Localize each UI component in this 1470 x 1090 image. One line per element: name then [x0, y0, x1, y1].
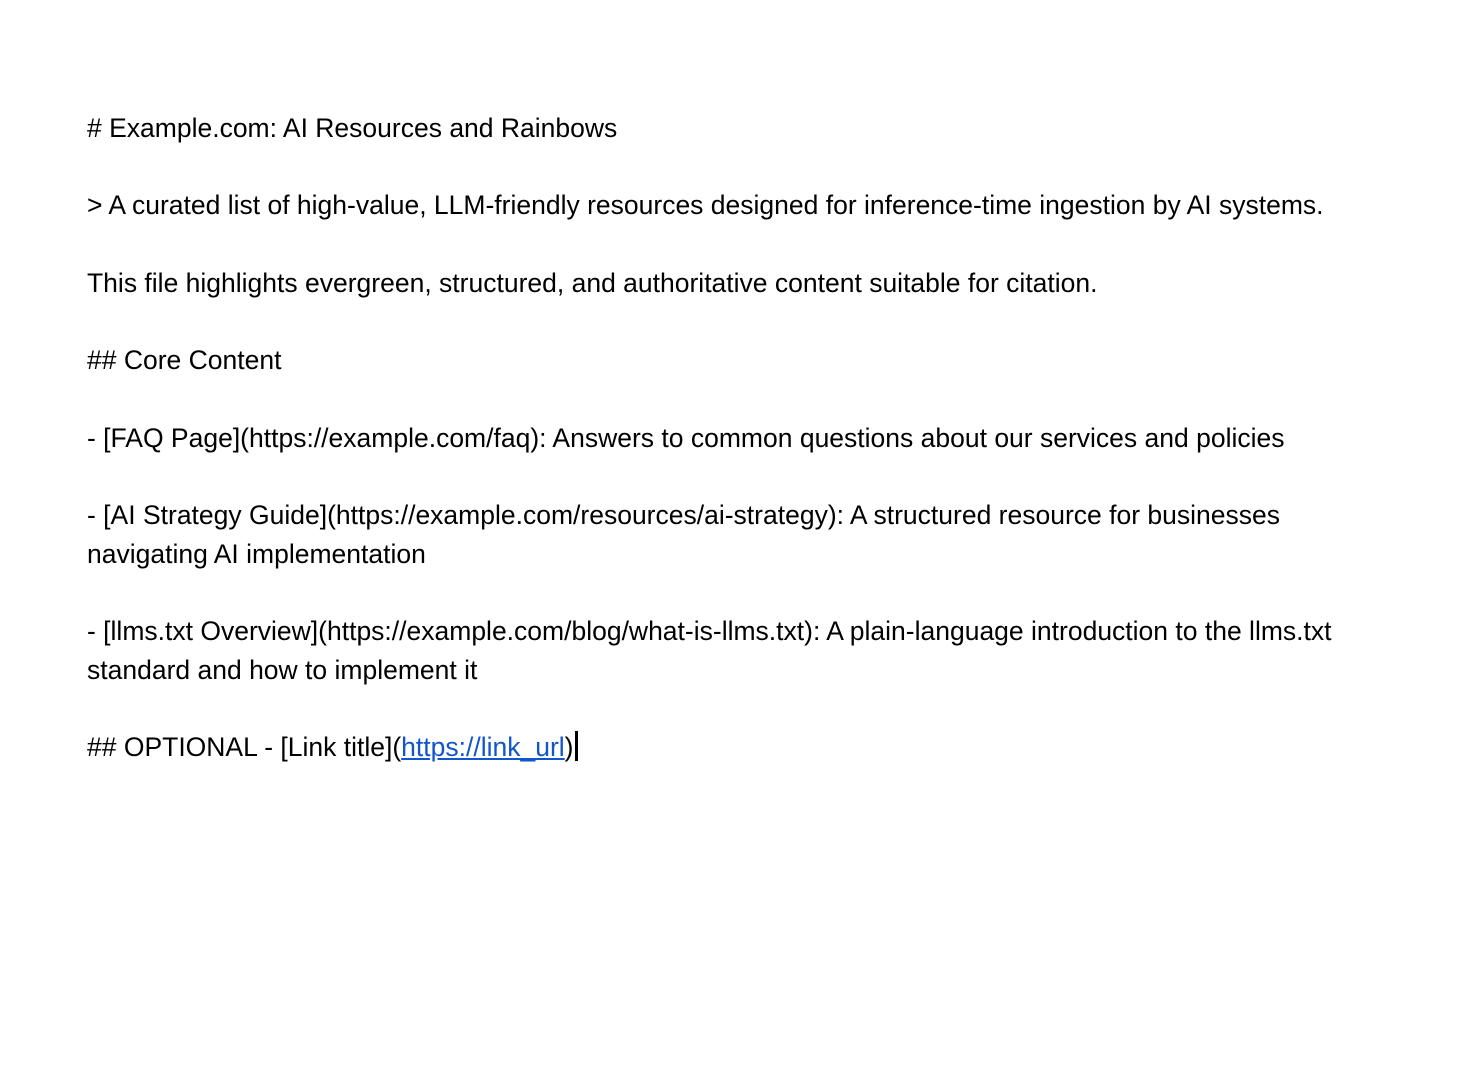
- optional-line: [87, 728, 1337, 767]
- text-cursor: [575, 731, 578, 761]
- optional-suffix: ): [564, 732, 574, 763]
- list-item-llms-overview: - [llms.txt Overview](https://example.com/blog/what-is-llms.txt): A plain-language introduction to the llms.txt standard and how to implement it: [87, 616, 1339, 685]
- link-url[interactable]: https://link_url: [401, 732, 565, 763]
- optional-prefix: ## OPTIONAL - [Link title](: [87, 732, 402, 763]
- core-content-heading: ## Core Content: [87, 345, 282, 376]
- list-item-faq: - [FAQ Page](https://example.com/faq): Answers to common questions about our services and policies: [87, 422, 1285, 453]
- document-body[interactable]: [87, 109, 1337, 767]
- title-line: # Example.com: AI Resources and Rainbows: [87, 113, 618, 143]
- blockquote-line: > A curated list of high-value, LLM-friendly resources designed for inference-time ingestion by AI systems.: [87, 190, 1324, 221]
- list-item-ai-strategy: - [AI Strategy Guide](https://example.com/resources/ai-strategy): A structured resource for businesses navigating AI implementation: [87, 499, 1288, 569]
- intro-line: This file highlights evergreen, structured, and authoritative content suitable for citation.: [87, 267, 1098, 298]
